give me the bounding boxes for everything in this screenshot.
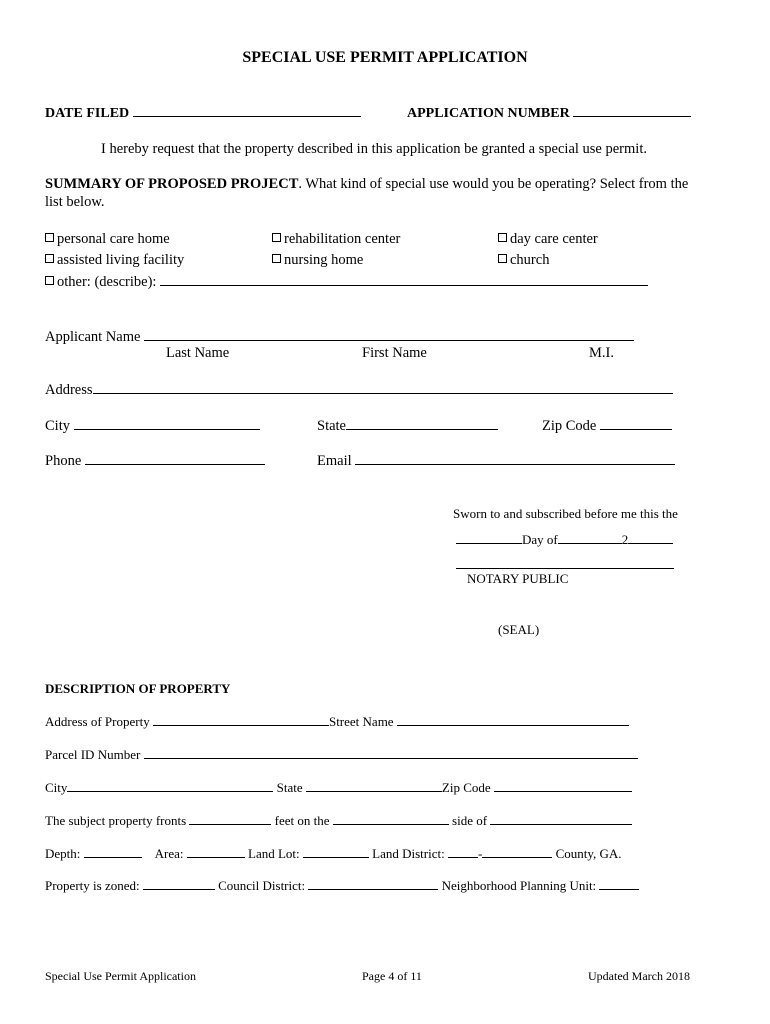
notary-year-field[interactable]: [628, 531, 673, 544]
seal-label: (SEAL): [498, 622, 540, 637]
applicant-email-row: [317, 452, 675, 470]
frontage-row: [45, 812, 632, 829]
parcel-field[interactable]: [144, 746, 638, 759]
feet-label: feet on the: [274, 813, 330, 828]
date-filed-label: DATE FILED: [45, 106, 130, 121]
side-label: side of: [452, 813, 488, 828]
option-day-care-center[interactable]: [498, 231, 598, 248]
applicant-state-field[interactable]: [346, 417, 498, 430]
council-district-field[interactable]: [308, 877, 438, 890]
applicant-name-field[interactable]: [144, 328, 634, 341]
year-prefix: 2: [621, 532, 629, 547]
applicant-name-label: Applicant Name: [45, 329, 141, 345]
frontage-feet-field[interactable]: [189, 812, 271, 825]
notary-day-field[interactable]: [456, 531, 522, 544]
applicant-email-field[interactable]: [355, 452, 675, 465]
option-label: assisted living facility: [57, 252, 185, 268]
applicant-city-field[interactable]: [74, 417, 260, 430]
applicant-address-label: Address: [45, 382, 93, 398]
area-field[interactable]: [187, 845, 245, 858]
checkbox[interactable]: [498, 233, 507, 242]
page-title: SPECIAL USE PERMIT APPLICATION: [242, 49, 528, 66]
option-label: personal care home: [57, 231, 170, 247]
area-label: Area:: [154, 846, 184, 861]
first-name-caption: First Name: [362, 345, 427, 361]
fronts-label: The subject property fronts: [45, 813, 187, 828]
street-name-label: Street Name: [328, 714, 394, 729]
sworn-text: Sworn to and subscribed before me this the: [453, 506, 678, 521]
frontage-side-field[interactable]: [490, 812, 632, 825]
applicant-zip-label: Zip Code: [542, 418, 597, 434]
checkbox[interactable]: [272, 233, 281, 242]
option-personal-care-home[interactable]: [45, 231, 170, 248]
applicant-zip-field[interactable]: [600, 417, 672, 430]
applicant-zip-row: [542, 417, 672, 435]
footer-left: Special Use Permit Application: [45, 969, 196, 983]
property-address-field[interactable]: [153, 713, 329, 726]
zoning-row: [45, 877, 639, 894]
notary-signature-line[interactable]: [456, 556, 674, 569]
summary-question-line2: list below.: [45, 194, 105, 210]
day-of-label: Day of: [522, 532, 558, 547]
land-district-field-2[interactable]: [482, 845, 552, 858]
council-district-label: Council District:: [218, 878, 306, 893]
npu-label: Neighborhood Planning Unit:: [441, 878, 597, 893]
option-label: other: (describe):: [57, 274, 157, 290]
property-address-label: Address of Property: [45, 714, 150, 729]
applicant-state-label: State: [317, 418, 346, 434]
option-label: nursing home: [284, 252, 364, 268]
applicant-email-label: Email: [317, 453, 352, 469]
property-city-field[interactable]: [67, 779, 273, 792]
option-rehabilitation-center[interactable]: [272, 231, 400, 248]
summary-question-text: . What kind of special use would you be operating? Select from the: [298, 176, 689, 192]
land-lot-label: Land Lot:: [248, 846, 300, 861]
parcel-row: [45, 746, 638, 763]
applicant-state-row: [317, 417, 498, 435]
depth-field[interactable]: [84, 845, 142, 858]
notary-public-label: NOTARY PUBLIC: [467, 571, 569, 586]
property-state-field[interactable]: [306, 779, 442, 792]
dash: -: [477, 846, 483, 861]
summary-question: [45, 176, 688, 193]
land-district-field-1[interactable]: [448, 845, 478, 858]
option-label: day care center: [510, 231, 598, 247]
applicant-name-row: [45, 328, 634, 346]
street-name-field[interactable]: [397, 713, 629, 726]
applicant-phone-label: Phone: [45, 453, 82, 469]
option-nursing-home[interactable]: [272, 252, 363, 269]
property-heading: DESCRIPTION OF PROPERTY: [45, 681, 231, 696]
county-label: County, GA.: [555, 846, 622, 861]
summary-heading: SUMMARY OF PROPOSED PROJECT: [45, 176, 299, 192]
request-statement: I hereby request that the property described in this application be granted a special use permit.: [101, 141, 647, 157]
date-filed-field[interactable]: [133, 104, 361, 117]
applicant-phone-field[interactable]: [85, 452, 265, 465]
date-filed-row: [45, 104, 361, 122]
option-church[interactable]: [498, 252, 549, 269]
checkbox[interactable]: [498, 254, 507, 263]
checkbox[interactable]: [45, 276, 54, 285]
property-state-label: State: [276, 780, 303, 795]
checkbox[interactable]: [45, 233, 54, 242]
applicant-phone-row: [45, 452, 265, 470]
frontage-street-field[interactable]: [333, 812, 449, 825]
zoned-field[interactable]: [143, 877, 215, 890]
option-label: rehabilitation center: [284, 231, 401, 247]
zoned-label: Property is zoned:: [45, 878, 140, 893]
option-other[interactable]: [45, 273, 648, 291]
parcel-label: Parcel ID Number: [45, 747, 141, 762]
property-zip-label: Zip Code: [441, 780, 491, 795]
property-zip-field[interactable]: [494, 779, 632, 792]
mi-caption: M.I.: [589, 345, 614, 361]
notary-month-field[interactable]: [558, 531, 622, 544]
checkbox[interactable]: [45, 254, 54, 263]
applicant-address-row: [45, 381, 673, 399]
applicant-address-field[interactable]: [93, 381, 673, 394]
application-number-row: [407, 104, 691, 122]
notary-date-row: [456, 531, 673, 548]
option-assisted-living-facility[interactable]: [45, 252, 184, 269]
applicant-city-row: [45, 417, 260, 435]
application-number-field[interactable]: [573, 104, 691, 117]
land-lot-field[interactable]: [303, 845, 369, 858]
option-label: church: [510, 252, 550, 268]
last-name-caption: Last Name: [166, 345, 230, 361]
property-city-row: [45, 779, 632, 796]
property-address-row: [45, 713, 629, 730]
applicant-city-label: City: [45, 418, 70, 434]
footer-page-number: Page 4 of 11: [362, 969, 422, 983]
land-district-label: Land District:: [372, 846, 445, 861]
depth-row: [45, 845, 622, 862]
other-describe-field[interactable]: [160, 273, 648, 286]
property-city-label: City: [45, 780, 68, 795]
npu-field[interactable]: [599, 877, 639, 890]
footer-updated: Updated March 2018: [588, 969, 690, 983]
depth-label: Depth:: [45, 846, 81, 861]
checkbox[interactable]: [272, 254, 281, 263]
application-number-label: APPLICATION NUMBER: [407, 106, 570, 121]
